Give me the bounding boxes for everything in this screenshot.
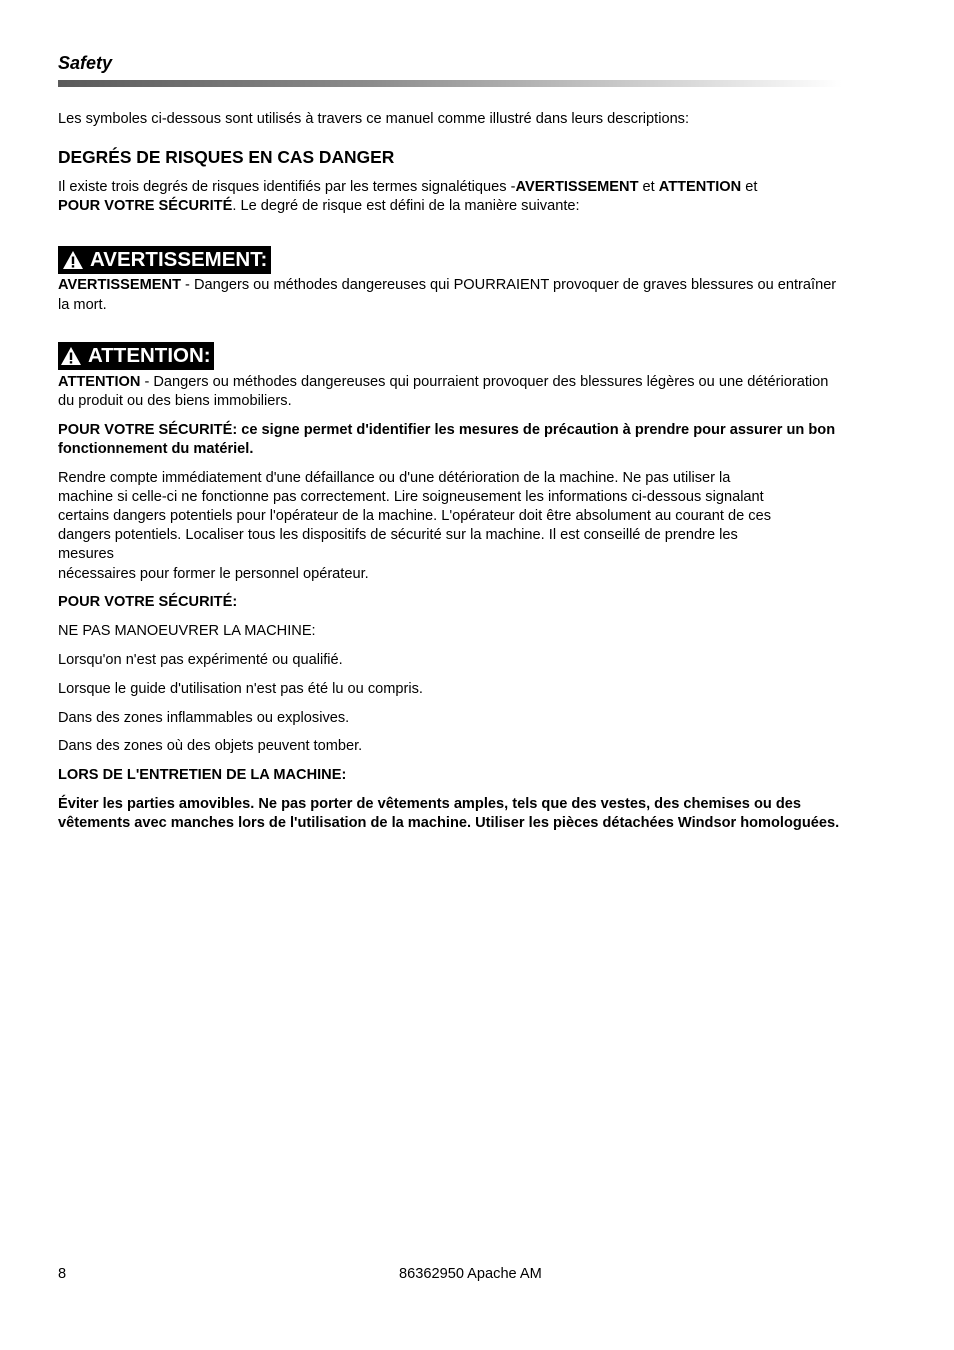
do-not-item: Lorsqu'on n'est pas expérimenté ou qualifié. [58,652,343,669]
report-line-2: machine si celle-ci ne fonctionne pas correctement. Lire soigneusement les informations ci-dessous signalant [58,488,764,505]
warning-triangle-icon [62,250,84,270]
warning-label-text: AVERTISSEMENT: [90,248,268,272]
degrees-term-safety: POUR VOTRE SÉCURITÉ [58,198,233,215]
page-number: 8 [58,1266,67,1282]
safety-note: POUR VOTRE SÉCURITÉ: ce signe permet d'identifier les mesures de précaution à prendre pour assurer un bon fonctionnement du matériel. [58,421,836,457]
warning-description [58,276,844,314]
caution-label-text: ATTENTION: [88,344,211,368]
do-not-item: Dans des zones inflammables ou explosives. [58,709,350,726]
degrees-heading: DEGRÉS DE RISQUES EN CAS DANGER [58,147,395,168]
caution-text: - Dangers ou méthodes dangereuses qui pourraient provoquer des blessures légères ou une détérioration du produit ou des biens immobiliers. [58,373,829,409]
degrees-term-warning: AVERTISSEMENT [515,179,639,196]
page-content [58,110,844,843]
degrees-text-end: . Le degré de risque est défini de la manière suivante: [232,198,580,215]
maintenance-text: Éviter les parties amovibles. Ne pas porter de vêtements amples, tels que des vestes, des chemises ou des vêtements avec manches lors de l'utilisation de la machine. Utiliser les pièces détachées Windsor homologuées. [58,796,840,832]
do-not-item: Lorsque le guide d'utilisation n'est pas été lu ou compris. [58,680,423,697]
degrees-and-2: et [741,179,758,196]
intro-paragraph: Les symboles ci-dessous sont utilisés à travers ce manuel comme illustré dans leurs descriptions: [58,111,690,127]
degrees-text-start: Il existe trois degrés de risques identifiés par les termes signalétiques - [58,179,516,196]
report-line-5: mesures [58,546,114,563]
caution-label [58,342,214,370]
caution-description [58,373,844,411]
warning-label [58,246,271,274]
page-section-title: Safety [58,53,113,73]
header-rule [58,80,842,87]
safety-heading: POUR VOTRE SÉCURITÉ: [58,594,238,611]
warning-term: AVERTISSEMENT [58,277,181,294]
report-line-1: Rendre compte immédiatement d'une défaillance ou d'une détérioration de la machine. Ne pas utiliser la [58,469,731,486]
degrees-paragraph [58,178,844,216]
report-paragraph [58,469,844,584]
document-id: 86362950 Apache AM [399,1266,542,1282]
do-not-title: NE PAS MANOEUVRER LA MACHINE: [58,623,316,640]
warning-triangle-icon [60,346,82,366]
report-line-4: dangers potentiels. Localiser tous les dispositifs de sécurité sur la machine. Il est conseillé de prendre les [58,527,738,544]
warning-text: - Dangers ou méthodes dangereuses qui POURRAIENT provoquer de graves blessures ou entraîner la mort. [58,277,837,313]
do-not-item: Dans des zones où des objets peuvent tomber. [58,738,363,755]
maintenance-heading: LORS DE L'ENTRETIEN DE LA MACHINE: [58,767,347,784]
report-line-6: nécessaires pour former le personnel opérateur. [58,565,369,582]
degrees-and-1: et [638,179,659,196]
report-line-3: certains dangers potentiels pour l'opérateur de la machine. L'opérateur doit être absolument au courant de ces [58,508,771,525]
degrees-term-caution: ATTENTION [658,179,742,196]
caution-term: ATTENTION [58,373,141,390]
